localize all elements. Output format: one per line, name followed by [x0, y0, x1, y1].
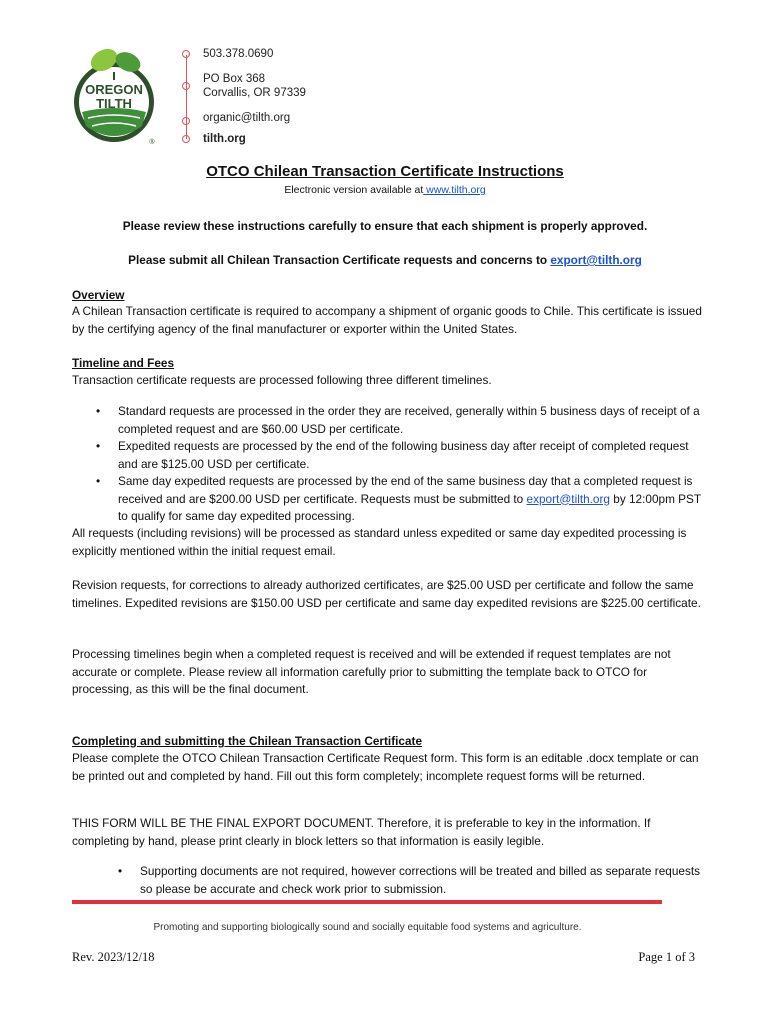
bullet-icon: •: [96, 474, 101, 488]
oregon-tilth-logo: [68, 44, 160, 148]
list-item: [72, 473, 704, 526]
completing-bullet-list: [72, 863, 704, 898]
contact-block: [182, 47, 306, 146]
completing-heading: Completing and submitting the Chilean Transaction Certificate: [72, 734, 423, 748]
completing-body: Please complete the OTCO Chilean Transaction Certificate Request form. This form is an editable .docx template or can be printed out and completed by hand. Fill out this form completely; incomplete request forms will be returned.: [72, 751, 699, 783]
submit-notice-text: Please submit all Chilean Transaction Certificate requests and concerns to: [128, 253, 551, 267]
document-subtitle: [0, 184, 770, 196]
submit-notice: [0, 253, 770, 267]
website-text: tilth.org: [203, 133, 246, 145]
tilth-website-link[interactable]: www.tilth.org: [423, 184, 486, 196]
location-icon: [182, 82, 190, 90]
timeline-bullet-standard: Standard requests are processed in the order they are received, generally within 5 business days of receipt of a completed request and are $60.00 USD per certificate.: [118, 404, 700, 436]
document-title: OTCO Chilean Transaction Certificate Instructions: [206, 163, 564, 180]
processing-paragraph: Processing timelines begin when a completed request is received and will be extended if request templates are not accurate or complete. Please review all information carefully prior to submitting the template back to OTCO for processing, as this will be the final document.: [72, 647, 671, 696]
revision-date: Rev. 2023/12/18: [72, 950, 155, 964]
subtitle-text: Electronic version available at: [284, 184, 424, 196]
list-item: [72, 438, 704, 473]
footer-red-divider: [72, 900, 662, 904]
review-notice: Please review these instructions carefully to ensure that each shipment is properly approved.: [122, 219, 648, 233]
list-item: [72, 403, 704, 438]
contact-address: [182, 72, 306, 100]
website-icon: [182, 135, 190, 143]
supporting-documents-bullet: Supporting documents are not required, however corrections will be treated and billed as separate requests so please be accurate and check work prior to submission.: [140, 864, 701, 896]
timeline-bullet-same-day: Same day expedited requests are processed by the end of the same business day that a completed request is received and are $200.00 USD per certificate. Requests must be submitted to: [118, 474, 693, 506]
overview-body: A Chilean Transaction certificate is required to accompany a shipment of organic goods to Chile. This certificate is issued by the certifying agency of the final manufacturer or exporter within the United States.: [72, 304, 702, 336]
bullet-icon: •: [96, 439, 101, 453]
email-icon: [182, 117, 190, 125]
export-email-link-2[interactable]: export@tilth.org: [526, 491, 610, 506]
phone-text: 503.378.0690: [203, 48, 274, 60]
list-item: [72, 863, 704, 898]
logo-registered-mark: ®: [149, 139, 155, 146]
footer-tagline: Promoting and supporting biologically sound and socially equitable food systems and agriculture.: [153, 922, 582, 933]
timeline-bullet-same-day-tail: by 12:00pm PST to qualify for same day expedited processing.: [118, 491, 701, 523]
address-line-2: Corvallis, OR 97339: [203, 87, 306, 99]
export-email-link[interactable]: export@tilth.org: [550, 253, 642, 267]
logo-text-oregon: OREGON: [85, 82, 143, 97]
contact-email: [182, 111, 306, 125]
timeline-bullet-list: [72, 403, 704, 526]
revision-paragraph: Revision requests, for corrections to already authorized certificates, are $25.00 USD per certificate and follow the same timelines. Expedited revisions are $150.00 USD per certificate and same day expedited revisions are $225.00 certificate.: [72, 578, 701, 610]
bullet-icon: •: [118, 864, 123, 878]
phone-icon: [182, 50, 190, 58]
bullet-icon: •: [96, 404, 101, 418]
overview-heading: Overview: [72, 288, 125, 302]
contact-phone: [182, 47, 306, 61]
page-number: Page 1 of 3: [638, 950, 695, 964]
logo-text-tilth: TILTH: [96, 96, 132, 111]
timeline-heading: Timeline and Fees: [72, 356, 175, 370]
email-text: organic@tilth.org: [203, 112, 291, 124]
address-line-1: PO Box 368: [203, 73, 266, 85]
timeline-intro: Transaction certificate requests are processed following three different timelines.: [72, 373, 492, 387]
completing-caps-notice: THIS FORM WILL BE THE FINAL EXPORT DOCUMENT. Therefore, it is preferable to key in the information. If completing by hand, please print clearly in block letters so that information is easily legible.: [72, 816, 651, 848]
timeline-after: All requests (including revisions) will be processed as standard unless expedited or same day expedited processing is explicitly mentioned within the initial request email.: [72, 526, 687, 558]
contact-website: [182, 132, 306, 146]
timeline-bullet-expedited: Expedited requests are processed by the end of the following business day after receipt of completed request and are $125.00 USD per certificate.: [118, 439, 689, 471]
